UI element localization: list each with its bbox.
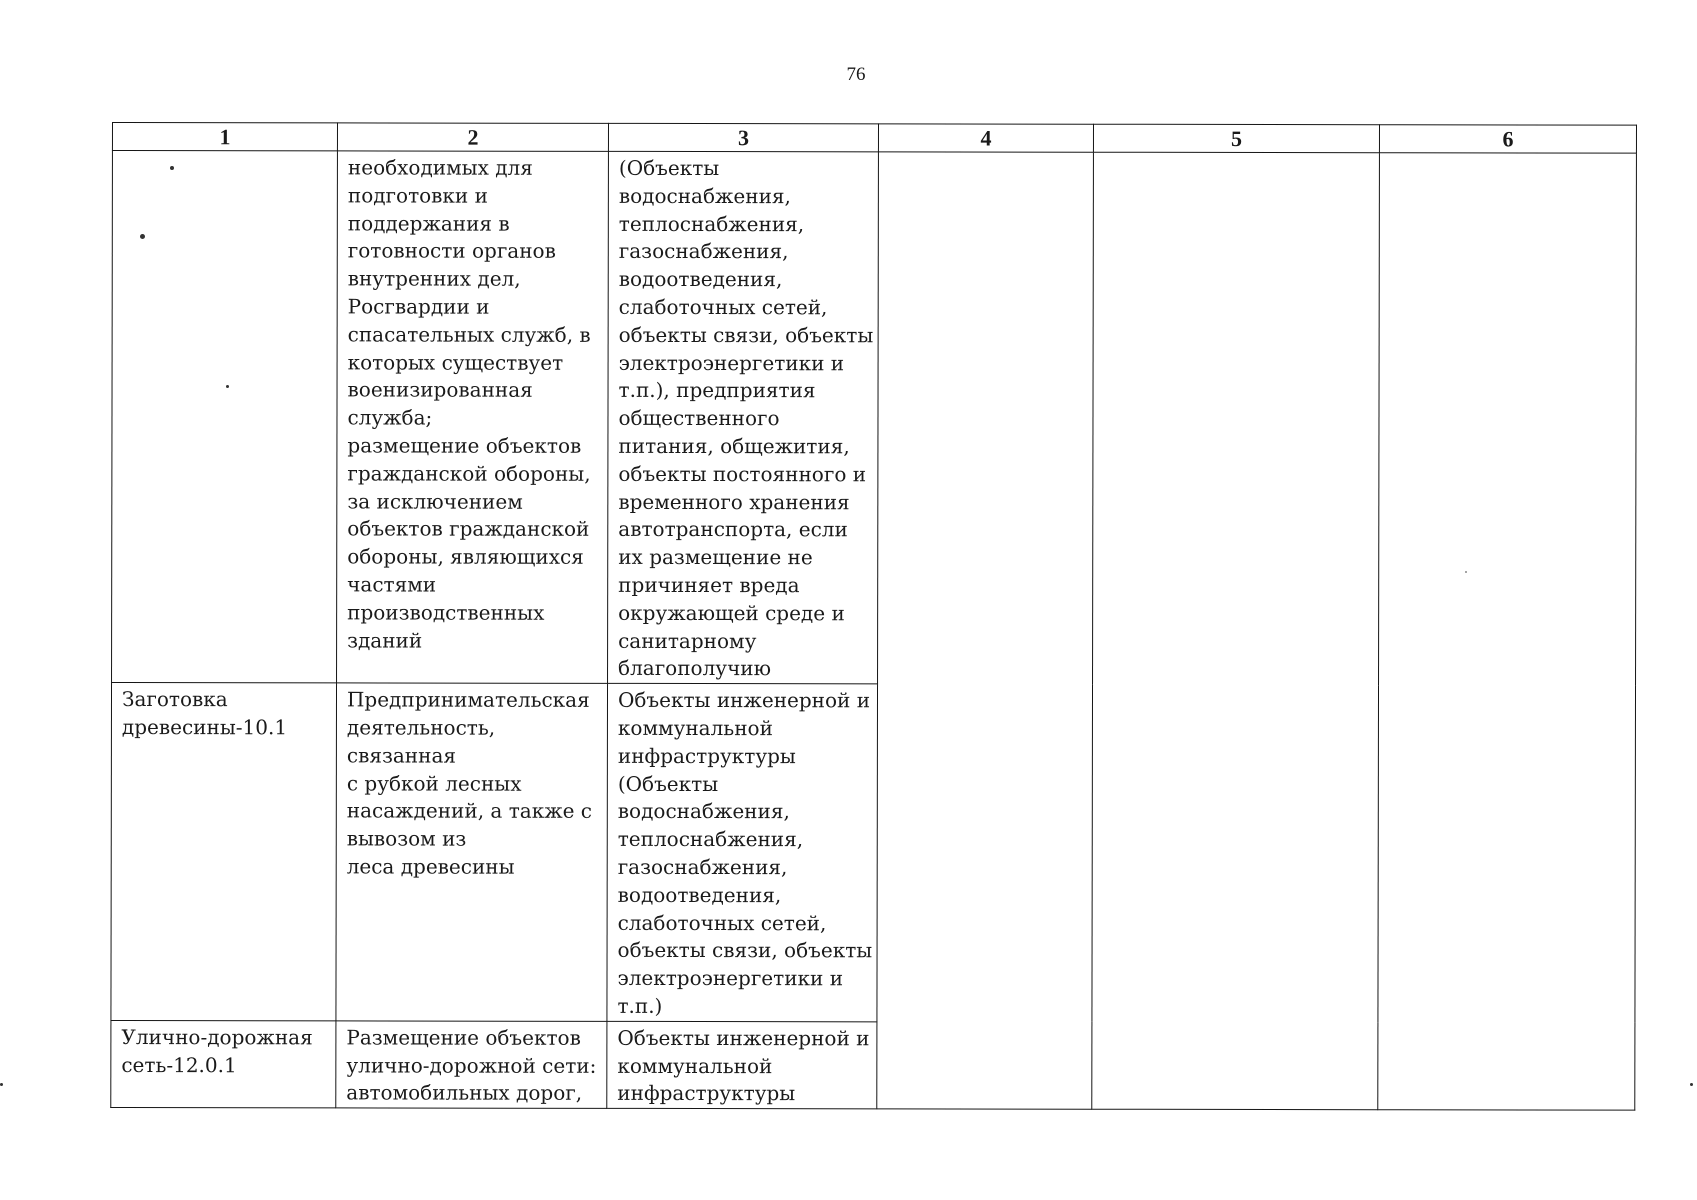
column-header-5: 5 (1093, 124, 1379, 152)
scan-speck (0, 1083, 3, 1086)
land-use-type-cell: Улично-дорожная сеть-12.0.1 (111, 1020, 336, 1108)
permitted-objects-cell: (Объекты водоснабжения, теплоснабжения, газоснабжения, водоотведения, слаботочных сетей, объекты связи, объекты электроэнергетики и т.п.), предприятия общественного питания, общежития, объекты постоянного и временного хранения автотранспорта, если их размещение не причиняет вреда окружающей среде и санитарному благополучию (608, 151, 879, 684)
land-use-description-cell: Размещение объектов улично-дорожной сети: автомобильных дорог, (336, 1021, 607, 1109)
column-header-6: 6 (1379, 125, 1636, 153)
column-header-1: 1 (112, 123, 337, 151)
permitted-objects-cell: Объекты инженерной и коммунальной инфраструктуры (607, 1021, 877, 1109)
land-use-table (110, 122, 1637, 1111)
column-4-cell (877, 152, 1094, 1109)
column-header-2: 2 (337, 123, 608, 151)
scan-speck (1465, 571, 1467, 573)
scan-speck (226, 385, 229, 388)
column-6-cell (1378, 153, 1637, 1111)
scan-speck (140, 234, 145, 239)
column-header-3: 3 (608, 123, 878, 151)
land-use-type-cell: Заготовка древесины-10.1 (111, 683, 337, 1021)
land-use-description-cell: Предпринимательская деятельность, связанная с рубкой лесных насаждений, а также с вывозом из леса древесины (336, 683, 608, 1021)
column-5-cell (1092, 152, 1380, 1110)
land-use-description-cell: необходимых для подготовки и поддержания в готовности органов внутренних дел, Росгвардии и спасательных служб, в которых существует военизированная служба; размещение объектов гражданской обороны, за исключением объектов гражданской обороны, являющихся частями производственных зданий (337, 151, 609, 684)
table-header-row (112, 123, 1636, 154)
table-row (112, 151, 1637, 686)
permitted-objects-cell: Объекты инженерной и коммунальной инфраструктуры (Объекты водоснабжения, теплоснабжения, газоснабжения, водоотведения, слаботочных сетей, объекты связи, объекты электроэнергетики и т.п.) (607, 684, 878, 1022)
column-header-4: 4 (878, 124, 1093, 152)
scan-speck (170, 166, 174, 170)
land-use-type-cell (112, 151, 338, 684)
scan-speck (1690, 1083, 1693, 1086)
page-number: 76 (846, 64, 866, 85)
